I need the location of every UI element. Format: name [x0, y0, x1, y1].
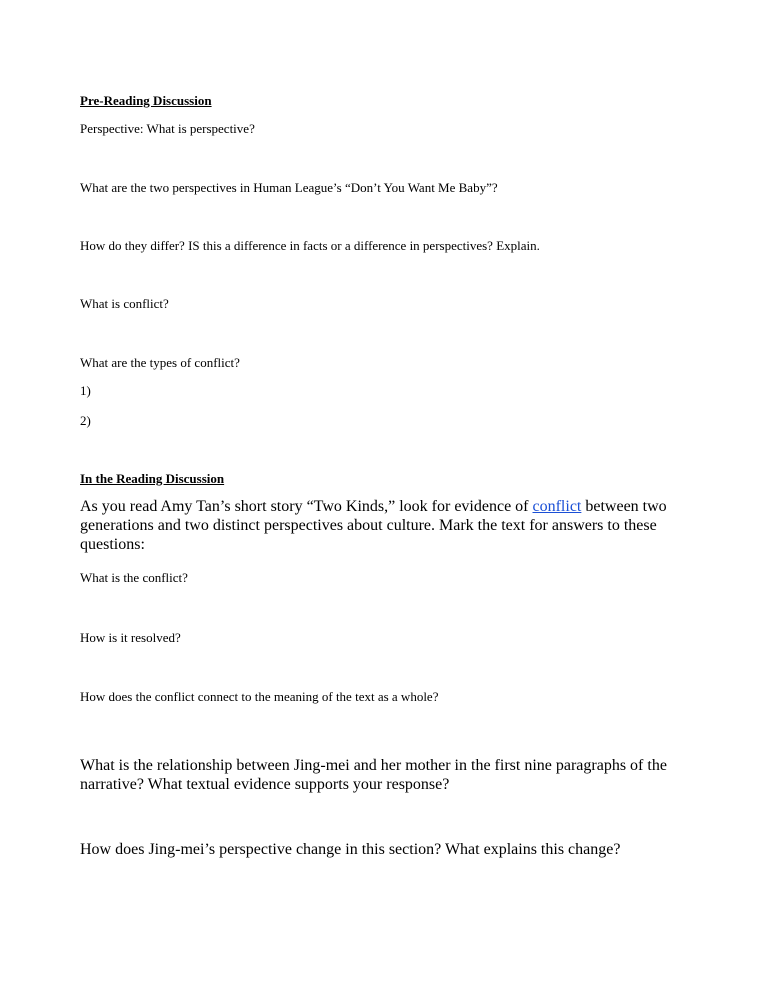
question-what-is-the-conflict: What is the conflict? [80, 570, 188, 585]
pre-reading-heading: Pre-Reading Discussion [80, 93, 212, 108]
question-perspective: Perspective: What is perspective? [80, 121, 255, 136]
question-how-differ: How do they differ? IS this a difference in facts or a difference in perspectives? Explain. [80, 238, 540, 253]
intro-text-after: between two generations and two distinct perspectives about culture. Mark the text for answers to these questions: [80, 498, 667, 553]
question-perspective-change: How does Jing-mei’s perspective change in this section? What explains this change? [80, 841, 621, 858]
question-what-is-conflict: What is conflict? [80, 296, 169, 311]
intro-text-before: As you read Amy Tan’s short story “Two Kinds,” look for evidence of [80, 498, 533, 515]
in-reading-heading: In the Reading Discussion [80, 471, 225, 486]
conflict-link[interactable]: conflict [532, 498, 582, 515]
question-how-resolved: How is it resolved? [80, 630, 181, 645]
in-reading-intro [80, 497, 680, 554]
question-types-of-conflict: What are the types of conflict? [80, 355, 240, 370]
list-item-1: 1) [80, 383, 91, 398]
list-item-2: 2) [80, 413, 91, 428]
question-two-perspectives: What are the two perspectives in Human League’s “Don’t You Want Me Baby”? [80, 180, 498, 195]
question-conflict-meaning: How does the conflict connect to the meaning of the text as a whole? [80, 689, 439, 704]
question-relationship: What is the relationship between Jing-mei and her mother in the first nine paragraphs of the narrative? What textual evidence supports your response? [80, 757, 667, 793]
